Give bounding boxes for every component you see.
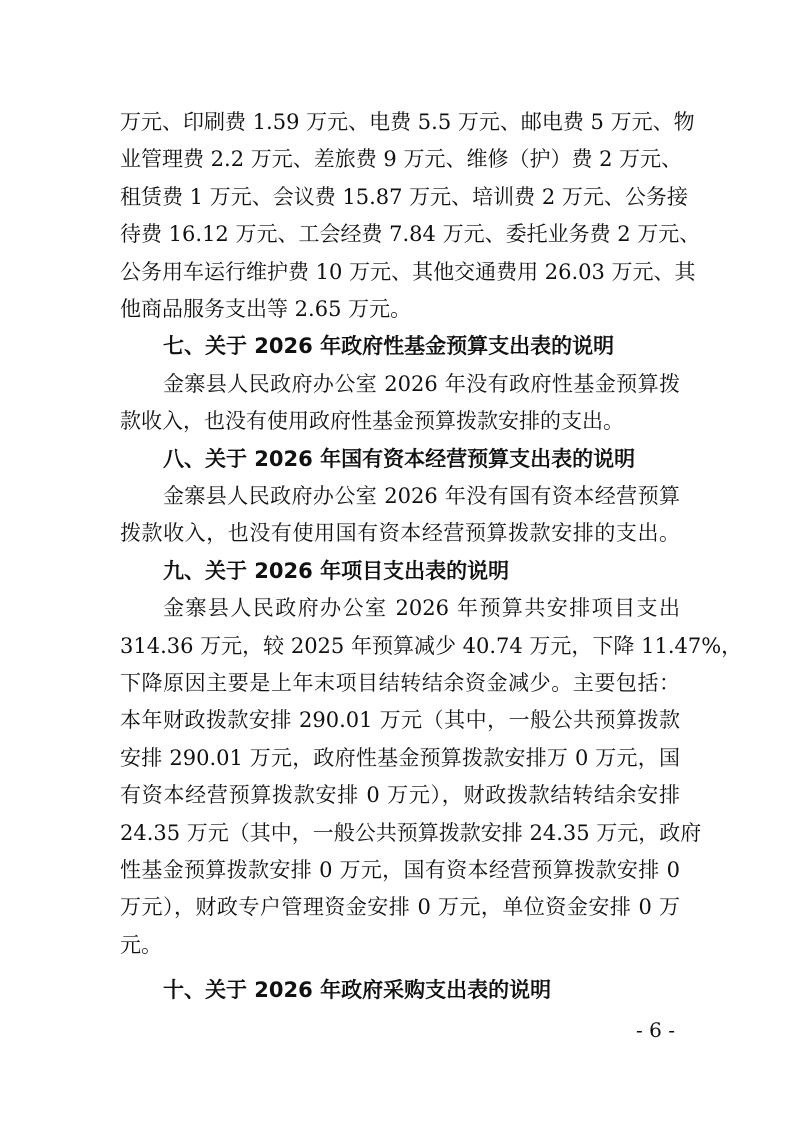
body-text-line: 租赁费 1 万元、会议费 15.87 万元、培训费 2 万元、公务接 <box>120 184 688 209</box>
page-number: - 6 - <box>636 1018 675 1042</box>
body-text-line: 公务用车运行维护费 10 万元、其他交通费用 26.03 万元、其 <box>120 259 696 284</box>
body-text-line: 他商品服务支出等 2.65 万元。 <box>120 297 412 321</box>
section-heading-9: 九、关于 2026 年项目支出表的说明 <box>163 558 510 583</box>
body-text-line: 金寨县人民政府办公室 2026 年没有国有资本经营预算 <box>163 484 680 508</box>
body-text-line: 本年财政拨款安排 290.01 万元（其中，一般公共预算拨款 <box>120 708 680 733</box>
body-text-line: 待费 16.12 万元、工会经费 7.84 万元、委托业务费 2 万元、 <box>120 222 701 247</box>
body-text-line: 元。 <box>120 932 162 957</box>
body-text-line: 24.35 万元（其中，一般公共预算拨款安排 24.35 万元，政府 <box>120 820 702 845</box>
body-text-line: 下降原因主要是上年末项目结转结余资金减少。主要包括： <box>120 671 680 695</box>
section-heading-10: 十、关于 2026 年政府采购支出表的说明 <box>163 978 552 1003</box>
body-text-line: 款收入，也没有使用政府性基金预算拨款安排的支出。 <box>120 409 624 434</box>
body-text-line: 拨款收入，也没有使用国有资本经营预算拨款安排的支出。 <box>120 521 680 546</box>
body-text-line: 金寨县人民政府办公室 2026 年没有政府性基金预算拨 <box>163 371 680 396</box>
body-text-line: 万元、印刷费 1.59 万元、电费 5.5 万元、邮电费 5 万元、物 <box>120 110 695 134</box>
body-text-line: 有资本经营预算拨款安排 0 万元），财政拨款结转结余安排 <box>120 783 680 808</box>
section-heading-7: 七、关于 2026 年政府性基金预算支出表的说明 <box>163 334 615 359</box>
section-heading-8: 八、关于 2026 年国有资本经营预算支出表的说明 <box>163 446 636 471</box>
body-text-line: 314.36 万元，较 2025 年预算减少 40.74 万元，下降 11.47%， <box>120 633 743 658</box>
body-text-line: 业管理费 2.2 万元、差旅费 9 万元、维修（护）费 2 万元、 <box>120 147 683 172</box>
body-text-line: 安排 290.01 万元，政府性基金预算拨款安排万 0 万元，国 <box>120 745 680 770</box>
body-text-line: 金寨县人民政府办公室 2026 年预算共安排项目支出 <box>163 596 680 621</box>
body-text-line: 万元），财政专户管理资金安排 0 万元，单位资金安排 0 万 <box>120 895 680 920</box>
body-text-line: 性基金预算拨款安排 0 万元，国有资本经营预算拨款安排 0 <box>120 858 680 882</box>
